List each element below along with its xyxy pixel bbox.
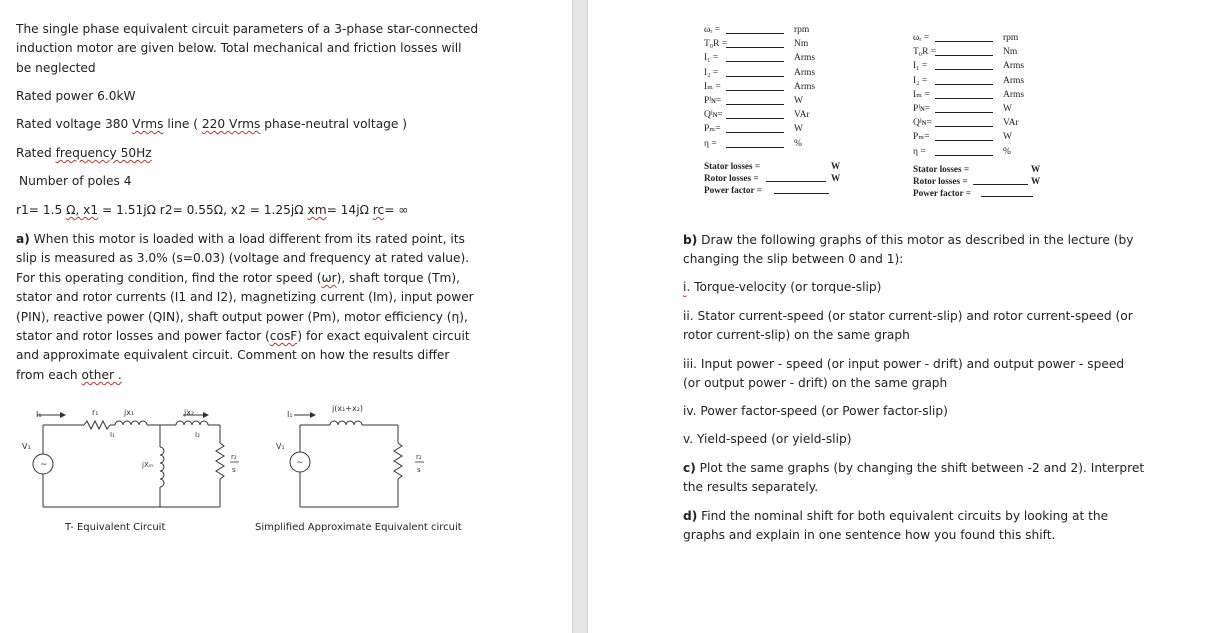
question-b-label: b) <box>683 233 698 247</box>
answer-sheet-right <box>913 31 1043 159</box>
rotor-losses-label: Rotor losses = <box>704 173 759 184</box>
question-a-omega: ωr <box>321 270 337 285</box>
param-text: = 14jΩ <box>326 203 373 217</box>
item-iii-line: (or output power - drift) on the same graph <box>683 376 948 391</box>
approx-circuit-label-v1: V₁ <box>276 442 285 451</box>
answer-blank[interactable] <box>935 69 993 70</box>
answer-label: I₁ = <box>913 61 928 72</box>
answer-row <box>913 145 1043 159</box>
rated-voltage-text: phase-neutral voltage ) <box>260 117 408 131</box>
answer-blank[interactable] <box>726 118 784 119</box>
answer-label: η = <box>704 138 717 149</box>
question-a-label: a) <box>16 232 30 246</box>
question-a-line: (PIN), reactive power (QIN), shaft output power (Pm), motor efficiency (η), <box>16 309 468 324</box>
question-c <box>683 459 1144 498</box>
losses-block-left <box>704 160 844 197</box>
question-a-text: When this motor is loaded with a load different from its rated point, its <box>29 232 465 246</box>
answer-row <box>913 59 1043 73</box>
question-a-other: other . <box>81 367 122 382</box>
question-d-line: graphs and explain in one sentence how you found this shift. <box>683 528 1056 543</box>
answer-label: I₂ = <box>704 67 719 78</box>
rated-voltage <box>16 115 407 134</box>
answer-blank[interactable] <box>935 41 993 42</box>
t-circuit-label-s: s <box>232 466 236 474</box>
answer-label: I₁ = <box>704 53 719 64</box>
answer-label: T₀R = <box>704 39 728 50</box>
question-a-line <box>16 327 474 346</box>
answer-unit: W <box>1003 132 1012 143</box>
answer-label: Pᴵɴ= <box>704 95 722 106</box>
question-c-line: the results separately. <box>683 480 819 495</box>
t-circuit-label-jx1: jx₁ <box>124 408 135 417</box>
answer-blank[interactable] <box>774 193 829 194</box>
loss-unit: W <box>831 173 841 184</box>
answer-blank[interactable] <box>726 61 784 62</box>
rotor-losses-label: Rotor losses = <box>913 176 968 187</box>
document-page-left <box>0 0 572 633</box>
t-circuit-label-i1-small: I₁ <box>110 431 115 439</box>
loss-row <box>704 172 844 184</box>
question-a-line <box>16 269 474 288</box>
answer-unit: % <box>1003 146 1011 157</box>
answer-label: Pₘ= <box>704 124 721 135</box>
answer-label: T₀R = <box>913 47 937 58</box>
t-circuit-label-jxm: jXₘ <box>142 461 154 469</box>
param-text: = ∞ <box>384 203 409 217</box>
answer-row <box>704 51 834 65</box>
item-i-numeral: i <box>683 280 687 294</box>
item-ii-line: ii. Stator current-speed (or stator current-slip) and rotor current-speed (or <box>683 309 1133 323</box>
answer-unit: Arms <box>1003 61 1025 72</box>
answer-row <box>704 94 834 108</box>
answer-unit: Arms <box>794 81 816 92</box>
approx-circuit-label-s: s <box>417 466 421 474</box>
loss-row <box>913 175 1053 187</box>
question-d-label: d) <box>683 509 698 523</box>
answer-unit: Nm <box>1003 47 1018 58</box>
answer-unit: W <box>794 95 803 106</box>
answer-unit: Arms <box>1003 89 1025 100</box>
param-text: Ω, x1 <box>66 203 99 217</box>
power-factor-label: Power factor = <box>704 185 762 196</box>
question-b-text: Draw the following graphs of this motor as described in the lecture (by <box>697 233 1134 247</box>
answer-blank[interactable] <box>726 90 784 91</box>
question-d-text: Find the nominal shift for both equivalent circuits by looking at the <box>697 509 1109 523</box>
intro-paragraph <box>16 20 478 78</box>
loss-row <box>704 160 844 172</box>
answer-row <box>913 130 1043 144</box>
answer-row <box>913 102 1043 116</box>
t-circuit-label-i2: I₂ <box>195 431 200 439</box>
answer-blank[interactable] <box>766 181 826 182</box>
answer-blank[interactable] <box>935 140 993 141</box>
loss-row <box>913 163 1053 175</box>
answer-blank[interactable] <box>935 98 993 99</box>
question-a-text: from each <box>16 367 82 382</box>
answer-label: ωᵣ = <box>704 25 721 35</box>
answer-unit: Arms <box>1003 75 1025 86</box>
question-c-text: Plot the same graphs (by changing the shift between -2 and 2). Interpret <box>695 461 1145 475</box>
intro-line: The single phase equivalent circuit parameters of a 3-phase star-connected <box>16 22 479 36</box>
question-b-item-i <box>683 278 881 297</box>
question-b-item-iii <box>683 355 1124 394</box>
question-a-line <box>16 230 474 249</box>
answer-label: Pᴵɴ= <box>913 103 931 114</box>
rated-voltage-unit: Vrms <box>132 117 164 131</box>
item-i-text: . Torque-velocity (or torque-slip) <box>686 280 882 294</box>
rated-power: Rated power 6.0kW <box>16 89 136 103</box>
rated-voltage-text: Rated voltage 380 <box>16 117 133 131</box>
param-rc: rc <box>372 203 385 217</box>
answer-blank[interactable] <box>726 104 784 105</box>
question-a-line: stator and rotor currents (I1 and I2), magnetizing current (Im), input power <box>16 290 474 305</box>
question-a-text: ) for exact equivalent circuit <box>297 329 470 344</box>
answer-blank[interactable] <box>726 47 784 48</box>
answer-label: I₂ = <box>913 75 928 86</box>
intro-line: induction motor are given below. Total mechanical and friction losses will <box>16 41 462 56</box>
question-a-line <box>16 366 474 385</box>
phase-voltage: 220 Vrms <box>201 117 261 131</box>
rated-frequency-value: frequency 50Hz <box>55 146 152 160</box>
answer-row <box>913 88 1043 102</box>
document-page-right <box>588 0 1207 633</box>
answer-unit: W <box>1003 103 1012 114</box>
question-a-line: and approximate equivalent circuit. Comment on how the results differ <box>16 348 450 363</box>
answer-label: Qᴵɴ= <box>913 118 932 129</box>
approx-circuit-source-symbol: ~ <box>296 458 304 468</box>
answer-row <box>704 80 834 94</box>
page-gutter <box>572 0 588 633</box>
answer-unit: VAr <box>794 110 810 121</box>
t-circuit-label-i1: I₁ <box>36 410 42 419</box>
t-circuit-label-r2: r₂ <box>231 453 237 461</box>
answer-blank[interactable] <box>973 184 1028 185</box>
answer-row <box>704 108 834 122</box>
question-b-line <box>683 231 1133 250</box>
question-a-text: For this operating condition, find the rotor speed ( <box>16 270 322 285</box>
answer-blank[interactable] <box>726 33 784 34</box>
question-b-line: changing the slip between 0 and 1): <box>683 252 904 267</box>
answer-blank[interactable] <box>981 196 1033 197</box>
question-b-item-ii <box>683 307 1133 346</box>
question-d-line <box>683 507 1108 526</box>
answer-unit: % <box>794 138 802 149</box>
question-b-item-iv: iv. Power factor-speed (or Power factor-slip) <box>683 404 948 418</box>
answer-blank[interactable] <box>726 147 784 148</box>
answer-blank[interactable] <box>935 126 993 127</box>
loss-unit: W <box>831 161 841 171</box>
answer-row <box>913 74 1043 88</box>
answer-label: Iₘ = <box>913 89 930 100</box>
answer-row <box>913 45 1043 59</box>
loss-row <box>704 184 844 196</box>
question-b <box>683 231 1133 270</box>
answer-label: Qᴵɴ= <box>704 110 723 121</box>
answer-row <box>704 37 834 51</box>
number-of-poles: Number of poles 4 <box>19 174 132 188</box>
answer-unit: rpm <box>794 25 810 35</box>
answer-blank[interactable] <box>935 55 993 56</box>
item-ii-line: rotor current-slip) on the same graph <box>683 328 910 343</box>
question-c-line <box>683 459 1144 478</box>
answer-label: Iₘ = <box>704 81 721 92</box>
t-circuit-label-r1: r₁ <box>92 408 99 417</box>
answer-unit: Arms <box>794 53 816 64</box>
param-xm: xm <box>307 203 327 217</box>
answer-row <box>704 23 834 37</box>
question-b-item-v: v. Yield-speed (or yield-slip) <box>683 432 852 446</box>
answer-label: ωᵣ = <box>913 33 930 43</box>
item-iii-line: iii. Input power - speed (or input power - drift) and output power - speed <box>683 357 1125 371</box>
answer-label: Pₘ= <box>913 132 930 143</box>
answer-row <box>704 137 834 151</box>
loss-unit: W <box>1031 176 1041 187</box>
rated-frequency-label: Rated <box>16 146 56 160</box>
answer-row <box>913 31 1043 45</box>
t-circuit-source-symbol: ~ <box>40 460 48 470</box>
param-text: = 1.51jΩ r2= 0.55Ω, x2 = 1.25jΩ <box>98 203 308 217</box>
rated-voltage-text: line ( <box>163 117 202 131</box>
answer-unit: rpm <box>1003 33 1019 43</box>
losses-block-right <box>913 163 1053 200</box>
answer-unit: Nm <box>794 39 809 50</box>
answer-unit: VAr <box>1003 118 1019 129</box>
question-c-label: c) <box>683 461 696 475</box>
approx-circuit-label-r2: r₂ <box>416 453 422 461</box>
answer-blank[interactable] <box>726 76 784 77</box>
intro-line: be neglected <box>16 60 96 75</box>
question-a-text: ), shaft torque (Tm), <box>336 270 461 285</box>
loss-row <box>913 187 1053 199</box>
answer-unit: Arms <box>794 67 816 78</box>
answer-row <box>913 116 1043 130</box>
answer-blank[interactable] <box>935 155 993 156</box>
rated-frequency <box>16 144 152 163</box>
question-d <box>683 507 1108 546</box>
answer-unit: W <box>794 124 803 135</box>
question-a <box>16 230 474 385</box>
question-a-cosf: cosF <box>269 329 298 344</box>
approx-circuit-caption: Simplified Approximate Equivalent circuit <box>255 522 462 533</box>
answer-blank[interactable] <box>935 84 993 85</box>
answer-sheet-left <box>704 23 834 151</box>
answer-blank[interactable] <box>726 132 784 133</box>
circuit-parameters <box>16 201 408 220</box>
stator-losses-label: Stator losses = <box>704 161 761 171</box>
t-circuit-label-jx2: jx₂ <box>184 408 195 417</box>
question-a-text: stator and rotor losses and power factor ( <box>16 329 270 344</box>
t-circuit-caption: T- Equivalent Circuit <box>65 522 166 533</box>
approx-circuit-label-jx: j(x₁+x₂) <box>332 404 364 413</box>
stator-losses-label: Stator losses = <box>913 164 970 174</box>
answer-row <box>704 66 834 80</box>
answer-blank[interactable] <box>935 112 993 113</box>
question-a-line: slip is measured as 3.0% (s=0.03) (voltage and frequency at rated value). <box>16 251 470 266</box>
power-factor-label: Power factor = <box>913 188 971 199</box>
approx-circuit-label-i1: I₁ <box>287 410 293 419</box>
answer-label: η = <box>913 146 926 157</box>
param-text: r1= 1.5 <box>16 203 67 217</box>
t-circuit-label-v1: V₁ <box>22 442 31 451</box>
answer-row <box>704 122 834 136</box>
loss-unit: W <box>1031 164 1041 174</box>
